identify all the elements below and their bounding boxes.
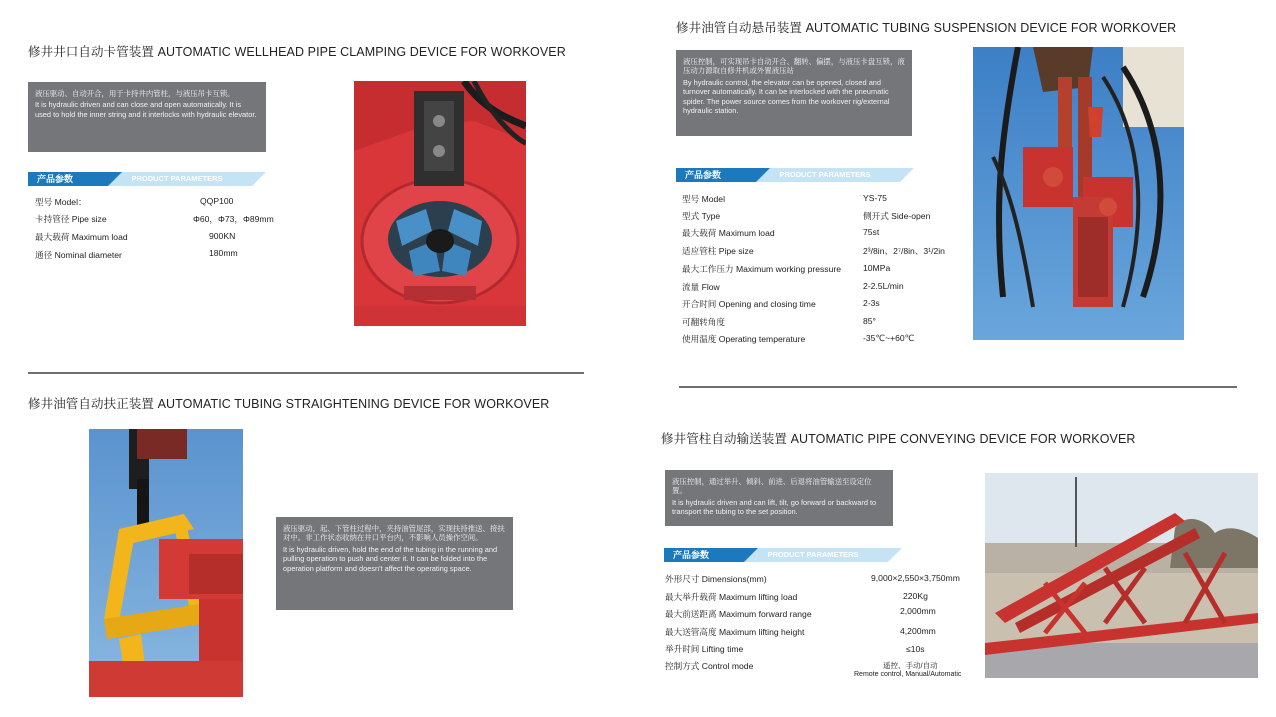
suspension-param-value: 2³/8in、2⁷/8in、3¹/2in bbox=[863, 246, 945, 256]
conveying-param-value: 4,200mm bbox=[900, 626, 936, 636]
conveying-param-value-en: Remote control, Manual/Automatic bbox=[854, 671, 962, 678]
conveying-param-label: 外形尺寸 Dimensions(mm) bbox=[665, 574, 767, 584]
suspension-param-label: 开合时间 Opening and closing time bbox=[682, 299, 816, 309]
wellhead-params-bar bbox=[28, 172, 268, 186]
conveying-param-label: 最大举升载荷 Maximum lifting load bbox=[665, 592, 798, 602]
conveying-device-photo bbox=[985, 473, 1258, 678]
conveying-param-value: 2,000mm bbox=[900, 606, 936, 616]
conveying-param-label: 最大送管高度 Maximum lifting height bbox=[665, 627, 805, 637]
suspension-param-label: 流量 Flow bbox=[682, 282, 720, 292]
conveying-param-value: 遥控、手动/自动 bbox=[883, 661, 938, 670]
wellhead-desc-en: It is hydraulic driven and can close and open automatically. It is used to hold the inner string and it interlocks with hydraulic elevator. bbox=[35, 100, 257, 119]
wellhead-param-value: 180mm bbox=[209, 248, 238, 258]
wellhead-params-cn: 产品参数 bbox=[28, 172, 108, 186]
suspension-param-label: 最大载荷 Maximum load bbox=[682, 228, 775, 238]
suspension-param-value: 85° bbox=[863, 316, 876, 326]
straightening-device-photo bbox=[89, 429, 243, 697]
conveying-params-cn: 产品参数 bbox=[664, 548, 744, 562]
wellhead-param-label: 卡持管径 Pipe size bbox=[35, 214, 107, 224]
wellhead-param-value: QQP100 bbox=[200, 196, 234, 206]
straightening-title: 修井油管自动扶正装置 AUTOMATIC TUBING STRAIGHTENING DEVICE FOR WORKOVER bbox=[28, 397, 550, 411]
conveying-params-en: PRODUCT PARAMETERS bbox=[738, 548, 888, 562]
wellhead-param-label: 最大载荷 Maximum load bbox=[35, 232, 128, 242]
suspension-param-value: 10MPa bbox=[863, 263, 891, 273]
suspension-param-value: 75st bbox=[863, 227, 880, 237]
wellhead-title: 修井井口自动卡管装置 AUTOMATIC WELLHEAD PIPE CLAMPING DEVICE FOR WORKOVER bbox=[28, 45, 566, 59]
wellhead-desc-cn: 液压驱动、自动开合，用于卡持井内管柱，与液压吊卡互锁。 bbox=[35, 89, 235, 98]
suspension-desc-en: By hydraulic control, the elevator can be opened, closed and turnover automatically. It can be interlocked with the pneumatic spider. The power source comes from the workover rig/external hydraulic station. bbox=[683, 77, 890, 116]
conveying-param-label: 最大前送距离 Maximum forward range bbox=[665, 609, 812, 619]
straightening-desc-cn: 液压驱动，起、下管柱过程中，夹持油管尾部，实现扶持推送、接扶对中。非工作状态收纳在井口平台内，不影响人员操作空间。 bbox=[283, 524, 505, 543]
wellhead-param-value: Φ60，Φ73，Φ89mm bbox=[193, 214, 274, 224]
suspension-description bbox=[676, 50, 912, 136]
wellhead-param-label: 型号 Model： bbox=[35, 197, 87, 207]
suspension-param-label: 最大工作压力 Maximum working pressure bbox=[682, 264, 842, 274]
conveying-param-value: 220Kg bbox=[903, 591, 928, 601]
conveying-desc-cn: 液压控制，通过举升、倾斜、前进、后退将油管输送至设定位置。 bbox=[672, 477, 872, 496]
suspension-param-value: 2-2.5L/min bbox=[863, 281, 904, 291]
conveying-params-bar bbox=[664, 548, 904, 562]
straightening-description bbox=[276, 517, 513, 610]
suspension-params-cn: 产品参数 bbox=[676, 168, 756, 182]
suspension-param-value: 2-3s bbox=[863, 298, 880, 308]
conveying-desc-en: It is hydraulic driven and can lift, tilt, go forward or backward to transport the tubing to the set position. bbox=[672, 497, 877, 517]
conveying-description bbox=[665, 470, 893, 526]
suspension-elevator-photo bbox=[973, 47, 1184, 340]
suspension-param-label: 使用温度 Operating temperature bbox=[682, 334, 806, 344]
conveying-param-value: 9,000×2,550×3,750mm bbox=[871, 573, 960, 583]
suspension-desc-cn: 液压控制，可实现吊卡自动开合、翻转、偏摆，与液压卡盘互锁，液压动力源取自修井机或外置液压站 bbox=[683, 57, 905, 76]
suspension-param-label: 型号 Model bbox=[682, 194, 725, 204]
conveying-param-label: 控制方式 Control mode bbox=[665, 661, 754, 671]
suspension-title: 修井油管自动悬吊装置 AUTOMATIC TUBING SUSPENSION DEVICE FOR WORKOVER bbox=[676, 21, 1177, 35]
suspension-param-label: 适应管柱 Pipe size bbox=[682, 246, 754, 256]
wellhead-params-en: PRODUCT PARAMETERS bbox=[102, 172, 252, 186]
conveying-param-label: 举升时间 Lifting time bbox=[665, 644, 744, 654]
suspension-param-label: 型式 Type bbox=[682, 211, 721, 221]
straightening-desc-en: It is hydraulic driven, hold the end of the tubing in the running and pulling operation to push and center it. It can be folded into the operation platform and doesn't affect the operating space. bbox=[283, 544, 498, 573]
section-divider bbox=[28, 372, 584, 374]
wellhead-param-value: 900KN bbox=[209, 231, 236, 241]
suspension-params-en: PRODUCT PARAMETERS bbox=[750, 168, 900, 182]
conveying-param-value: ≤10s bbox=[906, 644, 925, 654]
suspension-params-bar bbox=[676, 168, 916, 182]
wellhead-description bbox=[28, 82, 266, 152]
wellhead-param-label: 通径 Nominal diameter bbox=[35, 250, 122, 260]
suspension-param-label: 可翻转角度 bbox=[682, 317, 725, 327]
suspension-param-value: -35℃~+60℃ bbox=[863, 333, 915, 343]
suspension-param-value: YS-75 bbox=[863, 193, 887, 203]
section-divider bbox=[679, 386, 1237, 388]
suspension-param-value: 侧开式 Side-open bbox=[863, 211, 931, 221]
wellhead-clamp-photo bbox=[354, 81, 526, 326]
conveying-title: 修井管柱自动输送装置 AUTOMATIC PIPE CONVEYING DEVICE FOR WORKOVER bbox=[661, 432, 1136, 446]
